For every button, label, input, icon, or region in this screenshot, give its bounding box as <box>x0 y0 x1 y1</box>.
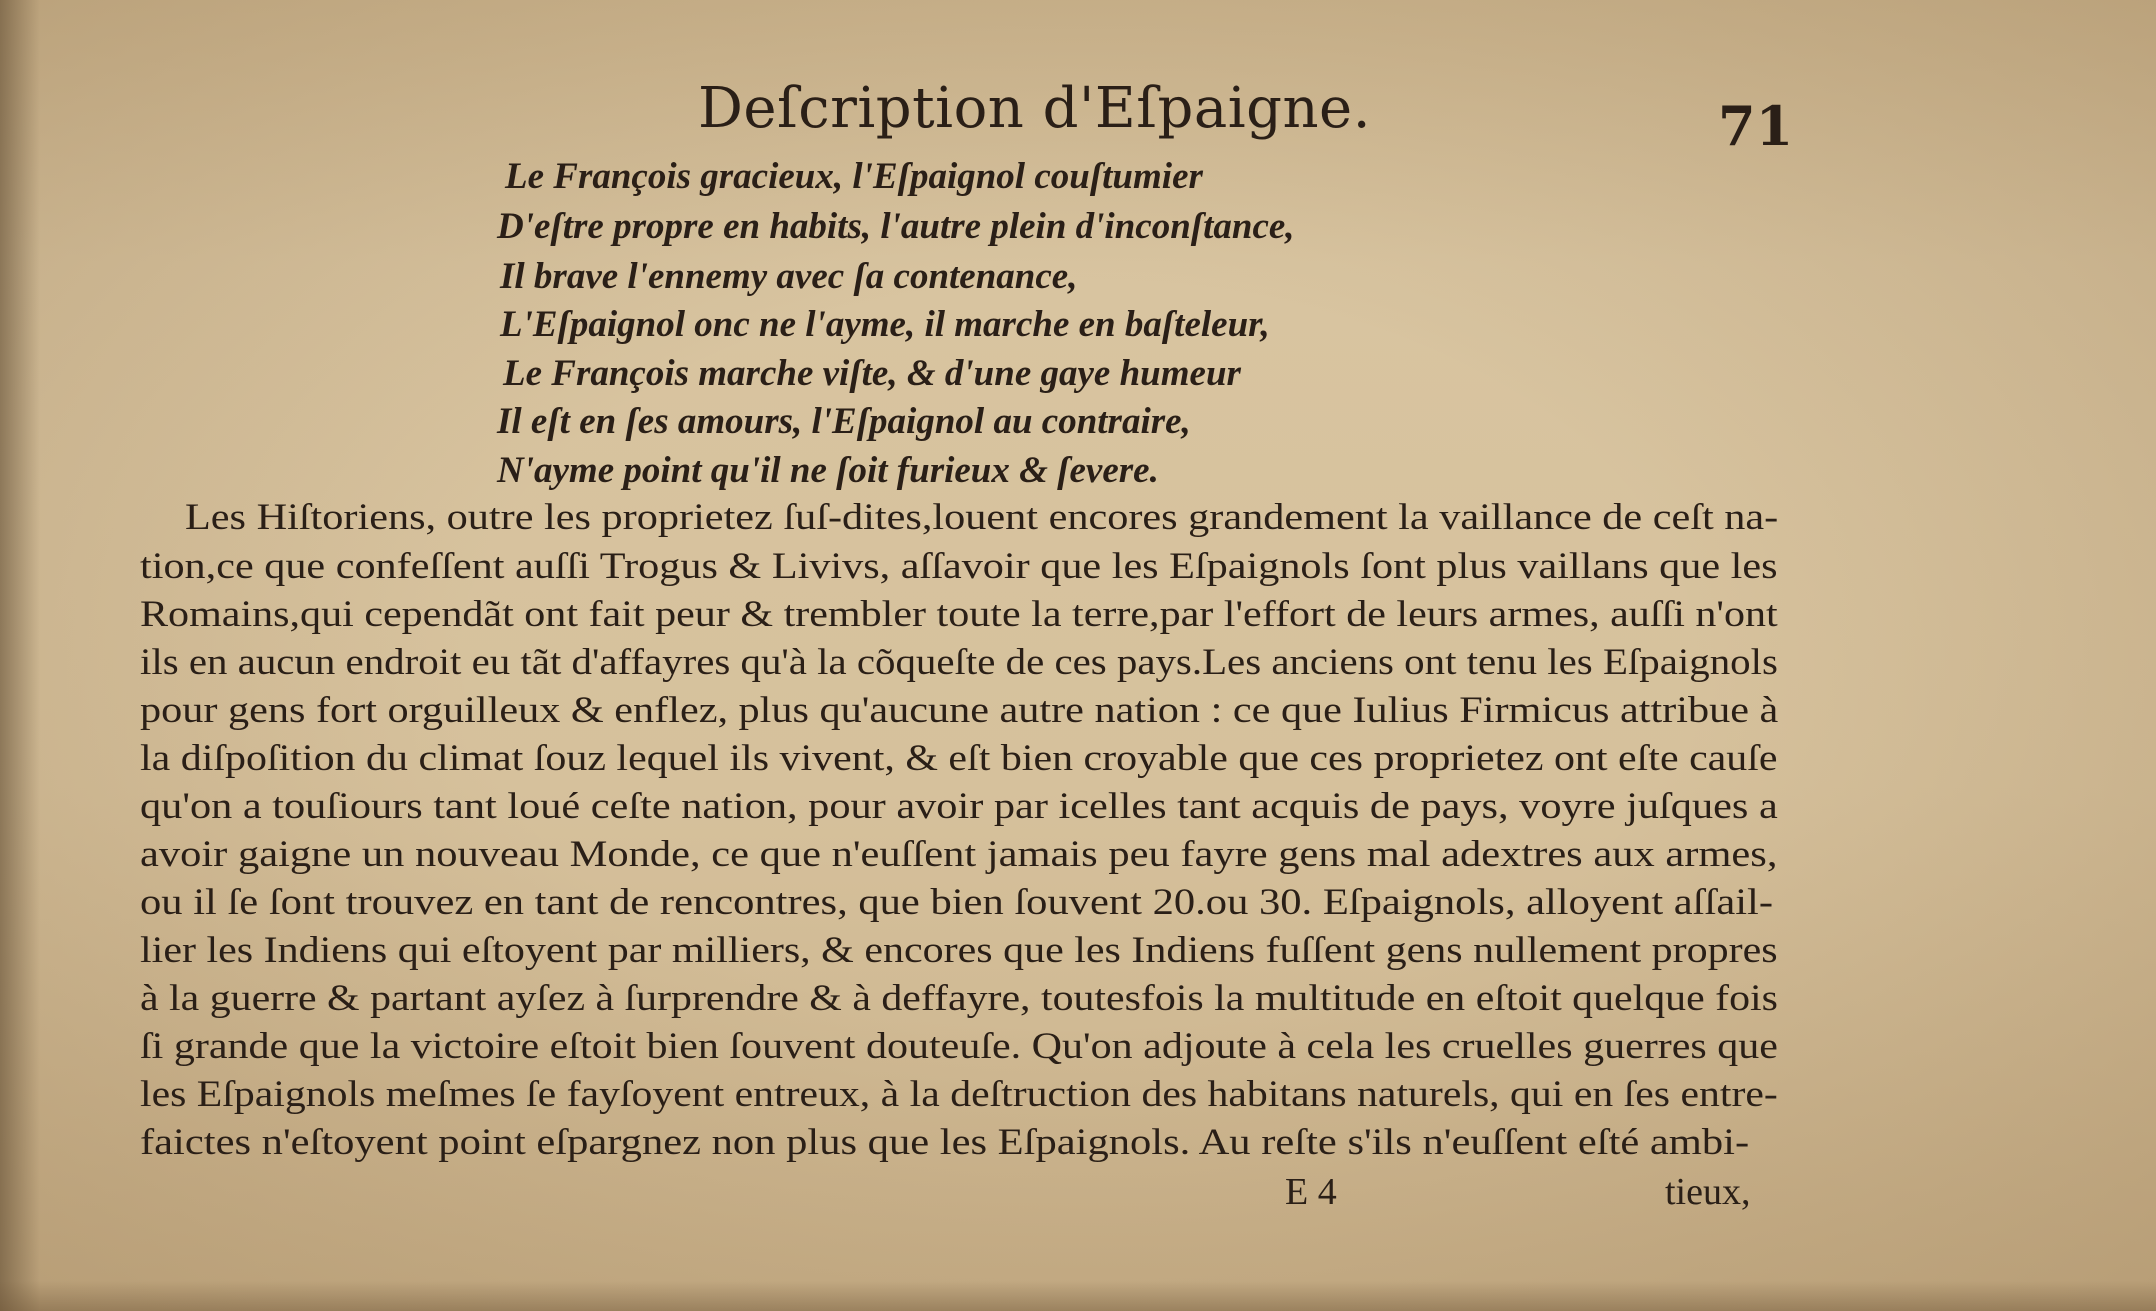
signature-mark: E 4 <box>1285 1171 1337 1213</box>
prose-line: faictes n'eſtoyent point eſpargnez non plus que les Eſpaignols. Au reſte s'ils n'euſſent eſté ambi- <box>140 1122 1750 1163</box>
verse-line: D'eſtre propre en habits, l'autre plein d'inconſtance, <box>497 206 1295 247</box>
prose-line: lier les Indiens qui eſtoyent par milliers, & encores que les Indiens fuſſent gens nullement propres <box>140 930 1778 971</box>
prose-line: ou il ſe ſont trouvez en tant de rencontres, que bien ſouvent 20.ou 30. Eſpaignols, alloyent aſſail- <box>140 882 1774 923</box>
prose-line: les Eſpaignols meſmes ſe fayſoyent entreux, à la deſtruction des habitans naturels, qui en ſes entre- <box>140 1074 1778 1115</box>
prose-line: ſi grande que la victoire eſtoit bien ſouvent douteuſe. Qu'on adjoute à cela les cruelles guerres que <box>140 1026 1778 1067</box>
prose-line: qu'on a touſiours tant loué ceſte nation, pour avoir par icelles tant acquis de pays, voyre juſques a <box>140 786 1778 827</box>
catchword: tieux, <box>1665 1171 1751 1213</box>
page-gutter-shadow <box>0 0 40 1311</box>
running-title: Deſcription d'Eſpaigne. <box>698 76 1371 141</box>
verse-line: N'ayme point qu'il ne ſoit furieux & ſevere. <box>497 450 1159 491</box>
verse-line: Le François marche viſte, & d'une gaye humeur <box>503 353 1241 394</box>
prose-line: tion,ce que confeſſent auſſi Trogus & Livivs, aſſavoir que les Eſpaignols ſont plus vaillans que les <box>140 546 1778 587</box>
prose-line: pour gens fort orguilleux & enflez, plus qu'aucune autre nation : ce que Iulius Firmicus attribue à <box>140 690 1779 731</box>
verse-line: L'Eſpaignol onc ne l'ayme, il marche en baſteleur, <box>500 304 1270 345</box>
prose-line: ils en aucun endroit eu tãt d'affayres qu'à la cõqueſte de ces pays.Les anciens ont tenu les Eſpaignols <box>140 642 1778 683</box>
prose-line: avoir gaigne un nouveau Monde, ce que n'euſſent jamais peu fayre gens mal adextres aux armes, <box>140 834 1778 875</box>
page-bottom-shadow <box>0 1281 2156 1311</box>
verse-line: Le François gracieux, l'Eſpaignol couſtumier <box>505 156 1203 197</box>
prose-line: Les Hiſtoriens, outre les proprietez ſuſ-dites,louent encores grandement la vaillance de ceſt na- <box>185 497 1779 538</box>
prose-line: la diſpoſition du climat ſouz lequel ils vivent, & eſt bien croyable que ces proprietez ont eſte cauſe <box>140 738 1778 779</box>
prose-line: Romains,qui cependãt ont fait peur & trembler toute la terre,par l'effort de leurs armes, auſſi n'ont <box>140 594 1778 635</box>
prose-line: à la guerre & partant ayſez à ſurprendre & à deffayre, toutesfois la multitude en eſtoit quelque fois <box>140 978 1778 1019</box>
page-number: 71 <box>1718 94 1794 158</box>
verse-line: Il brave l'ennemy avec ſa contenance, <box>500 256 1078 297</box>
verse-line: Il eſt en ſes amours, l'Eſpaignol au contraire, <box>497 401 1191 442</box>
